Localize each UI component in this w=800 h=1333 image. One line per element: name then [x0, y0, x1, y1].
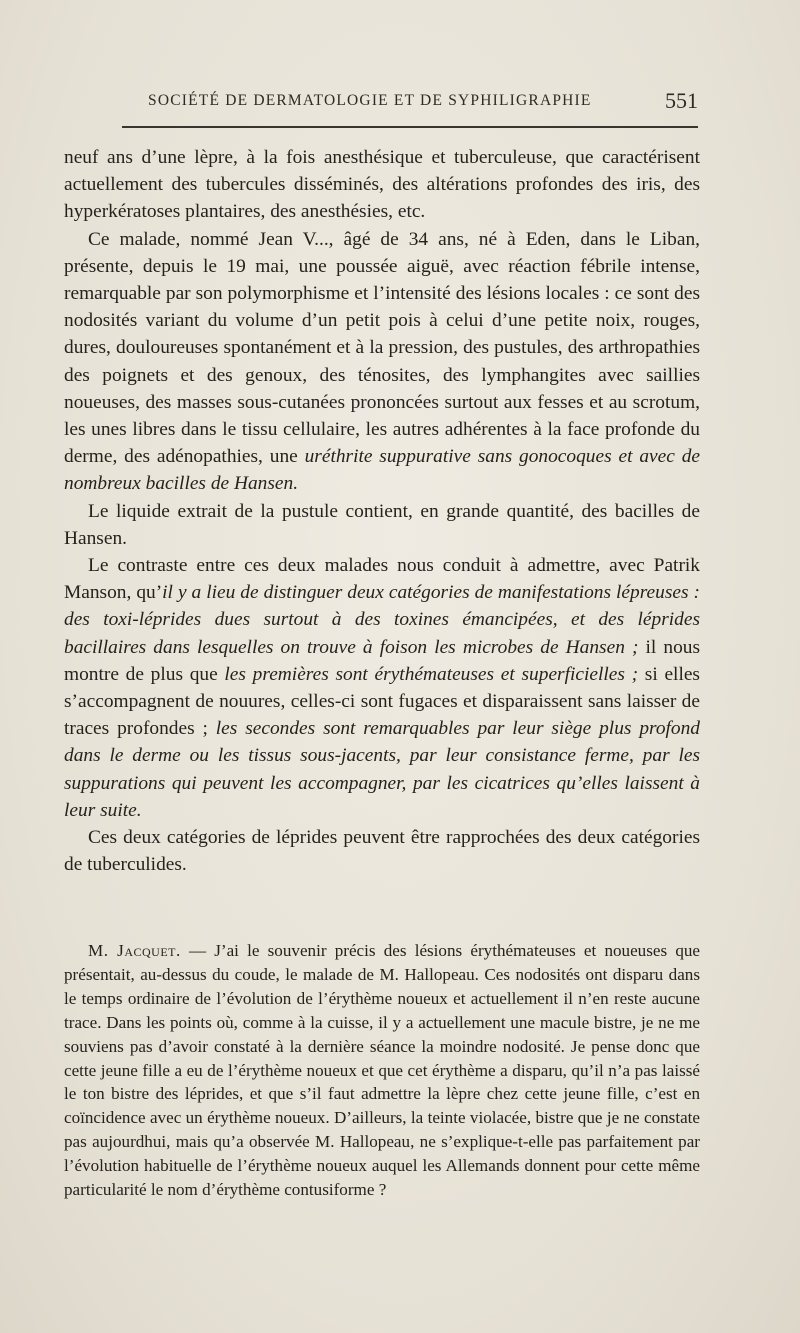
running-title: SOCIÉTÉ DE DERMATOLOGIE ET DE SYPHILIGRAPHIE: [148, 92, 592, 109]
case-text: Ce malade, nommé Jean V..., âgé de 34 ans, né à Eden, dans le Liban, présente, depuis le 19 mai, une poussée aiguë, avec réaction fébrile intense, remarquable par son polymorphisme et l’intensité des lésions locales : ce sont des nodosités variant du volume d’un petit pois à celui d’une petite noix, rouges, dures, douloureuses spontanément et à la pression, des pustules, des arthropathies des poignets et des genoux, des ténosites, des lymphangites avec saillies noueuses, des masses sous-cutanées prononcées surtout aux fesses et au scrotum, les unes libres dans le tissu cellulaire, les autres adhérentes à la face profonde du derme, des adénopathies, une: [64, 228, 700, 468]
header-rule: [122, 126, 698, 128]
running-head: [140, 88, 700, 116]
contrast-italic-d: les premières sont érythémateuses et superficielles ;: [224, 663, 639, 685]
contrast-italic-b: il y a lieu de distinguer deux catégories de manifestations lépreuses : des toxi-léprides dues surtout à des toxines émancipées, et des léprides bacillaires dans lesquelles on trouve à foison les microbes de Hansen ;: [64, 582, 700, 658]
paragraph-contrast: [64, 552, 700, 824]
paragraph-conclusion: Ces deux catégories de léprides peuvent être rapprochées des deux catégories de tuberculides.: [64, 827, 700, 876]
page-number: 551: [665, 88, 698, 113]
paragraph-case-description: [64, 226, 700, 498]
contrast-text-a: Le contraste entre ces deux malades nous conduit à admettre, avec Patrik Manson, qu’: [64, 555, 700, 604]
discussion-remark: [64, 939, 700, 1202]
case-italic-text: uréthrite suppurative sans gonocoques et avec de nombreux bacilles de Hansen.: [64, 446, 700, 495]
paragraph-pustule: Le liquide extrait de la pustule contient, en grande quantité, des bacilles de Hansen.: [64, 500, 700, 549]
main-text: [64, 144, 700, 878]
speaker-remark: — J’ai le souvenir précis des lésions érythémateuses et noueuses que présentait, au-dessus du coude, le malade de M. Hallopeau. Ces nodosités ont disparu dans le temps ordinaire de l’évolution de l’érythème noueux et actuellement il n’en reste aucune trace. Dans les points où, comme à la cuisse, il y a actuellement une macule bistre, je ne me souviens pas d’avoir constaté à la dernière séance la moindre nodosité. Je pense donc que cette jeune fille a eu de l’érythème noueux et que cet érythème a disparu, qu’il n’a pas laissé le ton bistre des léprides, et que s’il faut admettre la lèpre chez cette jeune fille, c’est en coïncidence avec un érythème noueux. D’ailleurs, la teinte violacée, bistre que je ne constate pas aujourdhui, mais qu’a observée M. Hallopeau, ne s’explique-t-elle pas parfaitement par l’évolution habituelle de l’érythème noueux auquel les Allemands donnent pour cette même particularité le nom d’érythème contusiforme ?: [64, 941, 700, 1200]
contrast-text-c: il nous montre de plus que: [64, 636, 701, 685]
contrast-text-e: si elles s’accompagnent de nouures, celles-ci sont fugaces et disparaissent sans laisser de traces profondes ;: [64, 663, 700, 740]
contrast-italic-f: les secondes sont remarquables par leur siège plus profond dans le derme ou les tissus sous-jacents, par leur consistance ferme, par les suppurations qui peuvent les accompagner, par les cicatrices qu’elles laissent à leur suite.: [64, 718, 701, 821]
speaker-name: M. Jacquet.: [88, 941, 181, 960]
paragraph-continuation: neuf ans d’une lèpre, à la fois anesthésique et tuberculeuse, que caractérisent actuellement des tubercules disséminés, des altérations profondes des iris, des hyperkératoses plantaires, des anesthésies, etc.: [64, 147, 700, 223]
